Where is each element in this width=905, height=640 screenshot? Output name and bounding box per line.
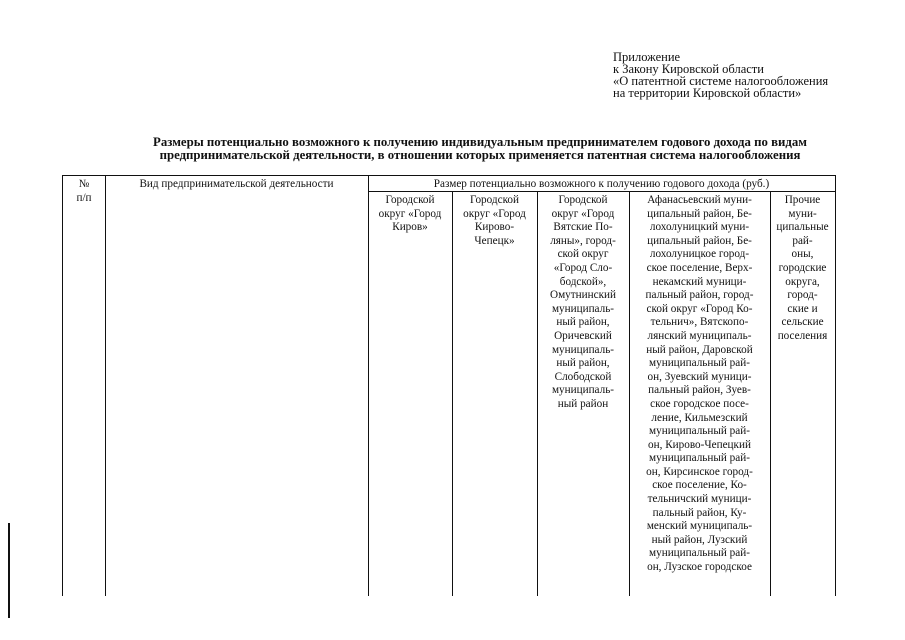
table-rule bbox=[105, 176, 106, 596]
appendix-header bbox=[613, 51, 828, 99]
document-title bbox=[60, 136, 900, 161]
table-rule bbox=[452, 191, 453, 596]
income-group-header: Размер потенциально возможного к получению годового дохода (руб.) bbox=[433, 178, 770, 190]
col-kirov: Городской округ «Город Киров» bbox=[378, 194, 442, 234]
table-rule bbox=[368, 176, 369, 596]
title-line-2: предпринимательской деятельности, в отношении которых применяется патентная система налогообложения bbox=[159, 147, 801, 162]
appendix-line-1: Приложение bbox=[613, 50, 681, 64]
col-other-municipalities: Прочие муни- ципальные рай- оны, городские округа, город- ские и сельские поселения bbox=[776, 194, 829, 342]
income-table bbox=[62, 175, 836, 596]
col-number-header: № п/п bbox=[76, 178, 92, 204]
appendix-line-3: «О патентной системе налогообложения bbox=[613, 74, 829, 88]
col-kirovo-chepetsk: Городской округ «Город Кирово- Чепецк» bbox=[463, 194, 526, 247]
col-afanasyevsky-group: Афанасьевский муни- ципальный район, Бе- лохолуницкий муни- ципальный район, Бе- лохолуницкое город- ское поселение, Верх- некамский муници- пальный район, город- ской округ «Город Ко- тельнич», Вятскопо- лянский муниципаль- ный район, Даровской муниципальный рай- он, Зуевский муници- пальный район, Зуев- ское городское посе- ление, Кильмезский муниципальный рай- он, Кирово-Чепецкий муниципальный рай- он, Кирсинское город- ское поселение, Ко- тельничский муници- пальный район, Ку- менский муниципаль- ный район, Лузский муниципальный рай- он, Лузское городское bbox=[645, 194, 754, 574]
title-line-1: Размеры потенциально возможного к получению индивидуальным предпринимателем годового дохода по видам bbox=[153, 135, 807, 149]
page-edge-line bbox=[8, 523, 10, 618]
appendix-line-2: к Закону Кировской области bbox=[613, 62, 764, 76]
col-activity-header: Вид предпринимательской деятельности bbox=[139, 178, 334, 190]
col-vyatskie-polyany-group: Городской округ «Город Вятские По- ляны», город- ской округ «Город Сло- бодской», Омутнинский муниципаль- ный район, Оричевский муниципаль- ный район, Слободской муниципаль- ный район bbox=[550, 194, 616, 410]
appendix-line-4: на территории Кировской области» bbox=[613, 86, 802, 100]
